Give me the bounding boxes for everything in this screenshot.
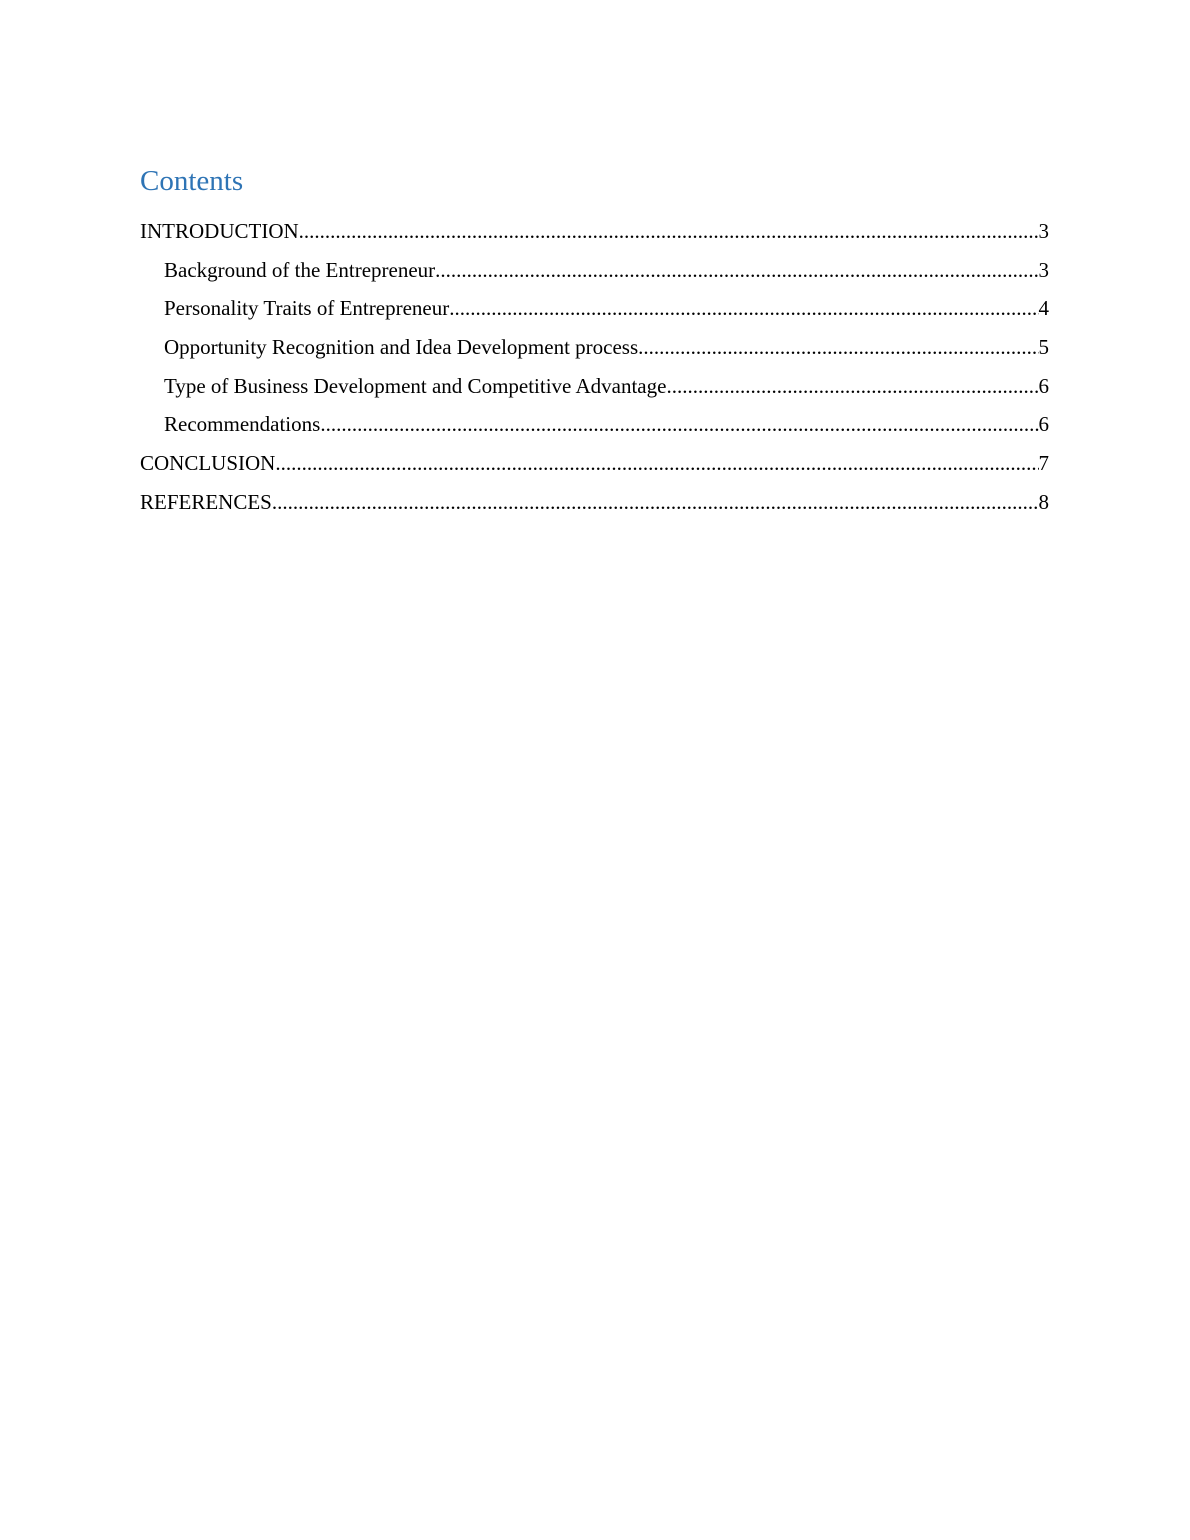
toc-entry-references[interactable] <box>140 483 1049 522</box>
toc-dot-leader <box>275 444 1038 483</box>
toc-entry-background-of-the-entrepreneur[interactable] <box>140 251 1049 290</box>
toc-entry-page-number: 5 <box>1038 335 1049 360</box>
toc-dot-leader <box>638 328 1038 367</box>
toc-entry-recommendations[interactable] <box>140 405 1049 444</box>
toc-dot-leader <box>272 483 1039 522</box>
toc-entry-title: Type of Business Development and Competitive Advantage <box>164 373 667 398</box>
toc-dot-leader <box>666 367 1038 406</box>
toc-dot-leader <box>449 289 1038 328</box>
toc-dot-leader <box>320 405 1038 444</box>
toc-entry-page-number: 4 <box>1038 296 1049 321</box>
toc-entry-page-number: 6 <box>1038 373 1049 398</box>
toc-entry-title: INTRODUCTION <box>140 219 299 243</box>
toc-entry-page-number: 6 <box>1038 412 1049 437</box>
toc-dot-leader <box>299 212 1039 251</box>
toc-entry-page-number: 3 <box>1038 257 1049 282</box>
toc-entry-title: Personality Traits of Entrepreneur <box>164 296 450 321</box>
toc-entry-title: Recommendations <box>164 412 321 437</box>
toc-entry-opportunity-recognition[interactable] <box>140 328 1049 367</box>
toc-dot-leader <box>435 251 1038 290</box>
toc-entry-conclusion[interactable] <box>140 444 1049 483</box>
toc-entry-title: REFERENCES <box>140 489 272 514</box>
toc-entry-page-number: 3 <box>1038 219 1049 243</box>
toc-entry-page-number: 7 <box>1038 451 1049 476</box>
toc-entry-page-number: 8 <box>1038 489 1049 514</box>
toc-entry-introduction[interactable] <box>140 212 1049 251</box>
toc-entry-title: Opportunity Recognition and Idea Development process <box>164 335 639 360</box>
toc-entry-type-of-business-development[interactable] <box>140 367 1049 406</box>
toc-entry-personality-traits[interactable] <box>140 289 1049 328</box>
toc-heading: Contents <box>140 165 244 197</box>
toc-entry-title: Background of the Entrepreneur <box>164 257 436 282</box>
toc-entry-title: CONCLUSION <box>140 451 276 476</box>
table-of-contents <box>140 212 1049 522</box>
